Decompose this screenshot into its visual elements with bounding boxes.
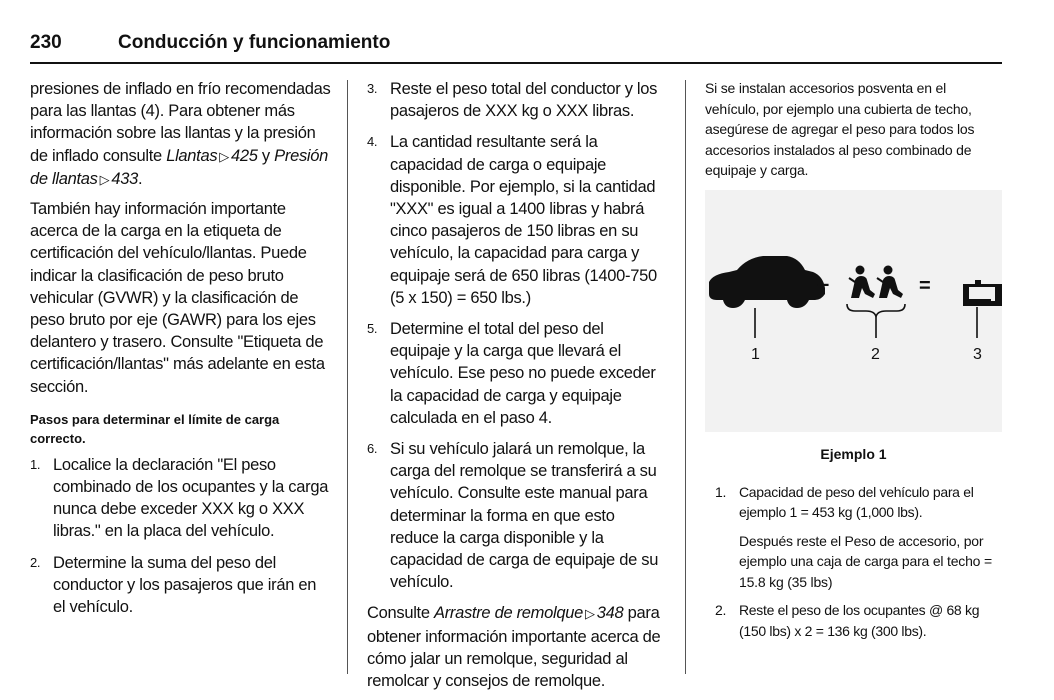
car-icon [709, 256, 825, 308]
text: y [257, 146, 275, 165]
page-ref[interactable]: 425 [231, 146, 258, 165]
item-text: Localice la declaración "El peso combinado de los ocupantes y la carga nunca debe exceder XXX kg o XXX libras." en la placa del vehículo. [53, 455, 329, 541]
text: presiones de inflado en frío recomendadas para las llantas (4). Para obtener más información sobre las llantas y la presión de inflado consulte [30, 80, 331, 165]
item-number: 1. [715, 483, 727, 500]
page-ref[interactable]: 433 [111, 169, 138, 188]
arrow-icon: ▷ [99, 171, 110, 187]
item-text: Si su vehículo jalará un remolque, la carga del remolque se transferirá a su vehículo. Consulte este manual para determinar la forma en que esto reduce la carga disponible y la capacidad de carga de equipaje de su vehículo. [390, 440, 659, 592]
item-number: 6. [367, 441, 378, 457]
item-text: Determine el total del peso del equipaje y la carga que llevará el vehículo. Ese peso no puede exceder la capacidad de carga y equipaje calculada en el paso 4. [390, 320, 656, 427]
list-item [705, 600, 1002, 641]
item-subtext: Después reste el Peso de accesorio, por ejemplo una caja de carga para el techo = 15.8 kg (35 lbs) [739, 532, 992, 590]
item-number: 2. [715, 602, 727, 618]
link-text[interactable]: Presión de llantas [30, 146, 329, 188]
example-figure [705, 190, 1002, 432]
item-number: 1. [30, 456, 41, 472]
item-number: 3. [367, 81, 378, 96]
link-text[interactable]: Llantas [166, 146, 218, 165]
header-rule [30, 62, 1002, 64]
item-text: Determine la suma del peso del conductor y los pasajeros que irán en el vehículo. [53, 553, 317, 617]
item-text: La cantidad resultante será la capacidad de carga o equipaje disponible. Por ejemplo, si la cantidad "XXX" es igual a 1400 libras y habrá cinco pasajeros de 150 libras en su vehículo, la capacidad para carga y equipaje será de 650 libras (1400-750 (5 x 150) = 650 lbs.) [390, 133, 657, 307]
list-item [705, 482, 1002, 523]
list-item [30, 454, 332, 543]
item-text: Reste el peso total del conductor y los pasajeros de XXX kg o XXX libras. [390, 80, 658, 121]
occupant-icon [877, 265, 903, 298]
cargo-icon [963, 280, 1002, 306]
paragraph-tire-pressure [30, 78, 332, 191]
figure-label-2: 2 [871, 345, 880, 363]
arrow-icon: ▷ [585, 606, 595, 622]
paragraph-accessories: Si se instalan accesorios posventa en el vehículo, por ejemplo una cubierta de techo, asegúrese de agregar el peso para todos los accesorios instalados al peso combinado de equipaje y carga. [705, 80, 975, 178]
text: Consulte [367, 604, 435, 623]
page-header [30, 30, 1002, 64]
section-title: Conducción y funcionamiento [118, 32, 391, 53]
subheading-steps: Pasos para determinar el límite de carga correcto. [30, 411, 280, 446]
link-llantas[interactable] [166, 147, 257, 165]
paragraph-label-info: También hay información importante acerca de la carga en la etiqueta de certificación del vehículo/llantas. Puede indicar la clasificación de peso bruto vehicular (GVWR) y la clasificación de peso bruto por eje (GAWR) para los ejes delantero y trasero. Consulte "Etiqueta de certificación/llantas" más adelante en esta sección. [30, 200, 325, 396]
column-3 [705, 78, 1002, 649]
column-1 [30, 78, 332, 627]
page-number: 230 [30, 32, 62, 53]
column-2 [367, 78, 667, 699]
minus-sign: – [817, 270, 830, 296]
list-item [367, 131, 667, 309]
equals-sign: = [919, 274, 931, 297]
arrow-icon: ▷ [219, 148, 229, 164]
occupant-icon [849, 265, 875, 298]
page-ref[interactable]: 348 [596, 604, 624, 623]
item-text: Reste el peso de los ocupantes @ 68 kg (150 lbs) x 2 = 136 kg (300 lbs). [739, 602, 980, 639]
figure-label-1: 1 [751, 345, 760, 363]
text: . [137, 169, 143, 188]
weight-diagram [705, 190, 1002, 432]
list-item [30, 552, 332, 619]
item-text: Capacidad de peso del vehículo para el ejemplo 1 = 453 kg (1,000 lbs). [739, 483, 974, 520]
paragraph-towing [367, 602, 667, 692]
column-divider [685, 80, 686, 674]
column-divider [347, 80, 348, 674]
item-number: 2. [30, 554, 41, 570]
figure-caption: Ejemplo 1 [820, 445, 887, 462]
link-text[interactable]: Arrastre de remolque [434, 604, 584, 623]
bracket [847, 304, 905, 317]
figure-label-3: 3 [973, 345, 982, 363]
list-item [367, 318, 667, 429]
list-item [367, 438, 667, 593]
item-number: 5. [367, 321, 378, 337]
text: para obtener información importante acerca de cómo jalar un remolque, seguridad al remolcar y consejos de remolque. [367, 604, 661, 691]
item-number: 4. [367, 134, 378, 150]
link-arrastre-de-remolque[interactable] [434, 604, 623, 622]
list-item [367, 78, 667, 122]
